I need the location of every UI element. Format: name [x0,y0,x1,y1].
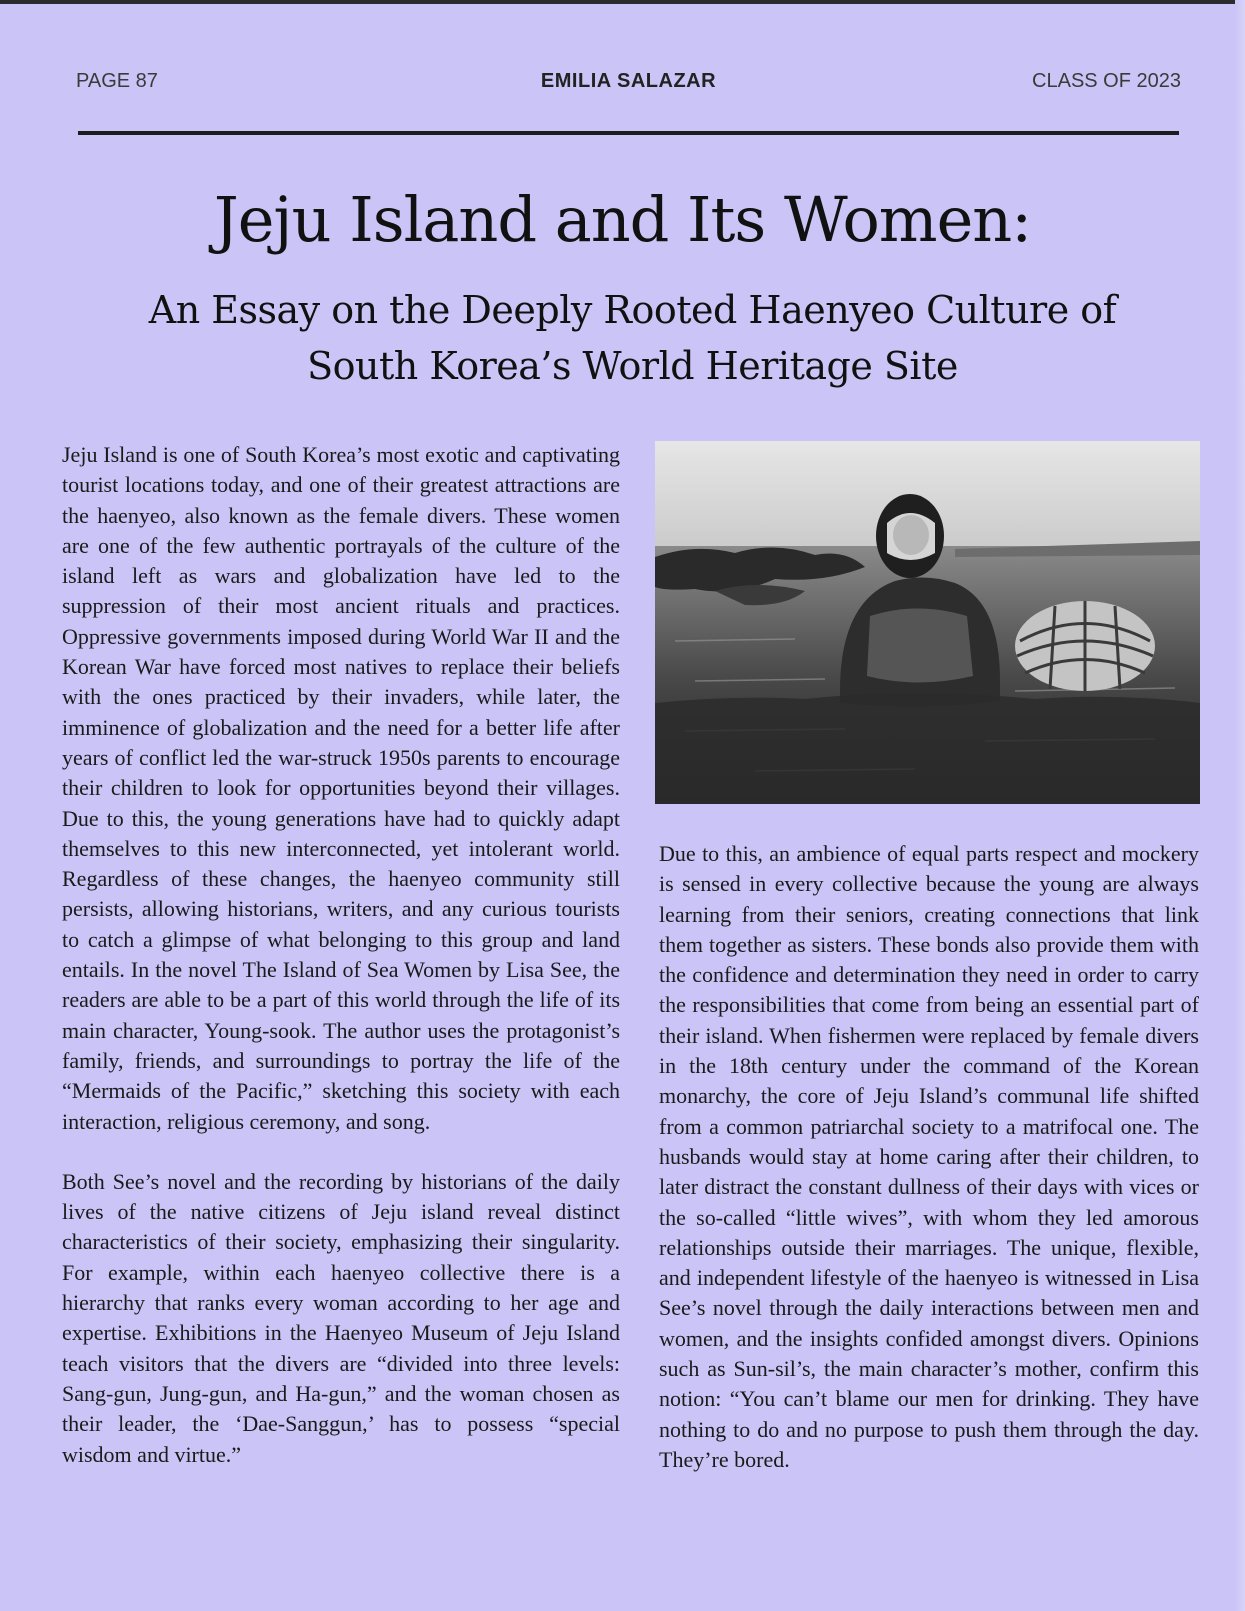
left-column [62,440,620,1470]
author-name: EMILIA SALAZAR [540,70,717,92]
paragraph-1: Jeju Island is one of South Korea’s most exotic and captivating tourist locations today, and one of their greatest attractions are the haenyeo, also known as the female divers. These women are one of the few authentic portrayals of the culture of the island left as wars and globalization have led to the suppression of their most ancient rituals and practices. Oppressive governments imposed during World War II and the Korean War have forced most natives to replace their beliefs with the ones practiced by their invaders, while later, the imminence of globalization and the need for a better life after years of conflict led the war-struck 1950s parents to encourage their children to look for opportunities beyond their villages. Due to this, the young generations have had to quickly adapt themselves to this new interconnected, yet intolerant world. Regardless of these changes, the haenyeo community still persists, allowing historians, writers, and any curious tourists to catch a glimpse of what belonging to this group and land entails. In the novel The Island of Sea Women by Lisa See, the readers are able to be a part of this world through the life of its main character, Young-sook. The author uses the protagonist’s family, friends, and surroundings to portray the life of the “Mermaids of the Pacific,” sketching this society with each interaction, religious ceremony, and song. [62,442,620,1134]
header-divider [78,131,1179,135]
subtitle-line-2: South Korea’s World Heritage Site [307,344,958,388]
essay-subtitle [120,282,1145,394]
page-number: PAGE 87 [76,70,158,92]
haenyeo-diver-photo [655,441,1200,804]
paragraph-2: Both See’s novel and the recording by historians of the daily lives of the native citizens of Jeju island reveal distinct characteristics of their society, emphasizing their singularity. For example, within each haenyeo collective there is a hierarchy that ranks every woman according to her age and expertise. Exhibitions in the Haenyeo Museum of Jeju Island teach visitors that the divers are “divided into three levels: Sang-gun, Jung-gun, and Ha-gun,” and the woman chosen as their leader, the ‘Dae-Sanggun,’ has to possess “special wisdom and virtue.” [62,1168,620,1467]
essay-title: Jeju Island and Its Women: [213,183,1032,256]
top-edge [0,0,1245,4]
subtitle-line-1: An Essay on the Deeply Rooted Haenyeo Culture of [148,288,1117,332]
paragraph-3: Due to this, an ambience of equal parts respect and mockery is sensed in every collective because the young are always learning from their seniors, creating connections that link them together as sisters. These bonds also provide them with the confidence and determination they need in order to carry the responsibilities that come from being an essential part of their island. When fishermen were replaced by female divers in the 18th century under the command of the Korean monarchy, the core of Jeju Island’s communal life shifted from a common patriarchal society to a matrifocal one. The husbands would stay at home caring after their children, to later distract the constant dullness of their days with vices or the so-called “little wives”, with whom they led amorous relationships outside their marriages. The unique, flexible, and independent lifestyle of the haenyeo is witnessed in Lisa See’s novel through the daily interactions between men and women, and the insights confided amongst divers. Opinions such as Sun-sil’s, the main character’s mother, confirm this notion: “You can’t blame our men for drinking. They have nothing to do and no purpose to push them through the day. They’re bored. [659,841,1199,1472]
right-column [659,839,1199,1475]
page-header [76,70,1181,100]
class-year: CLASS OF 2023 [1032,70,1181,92]
